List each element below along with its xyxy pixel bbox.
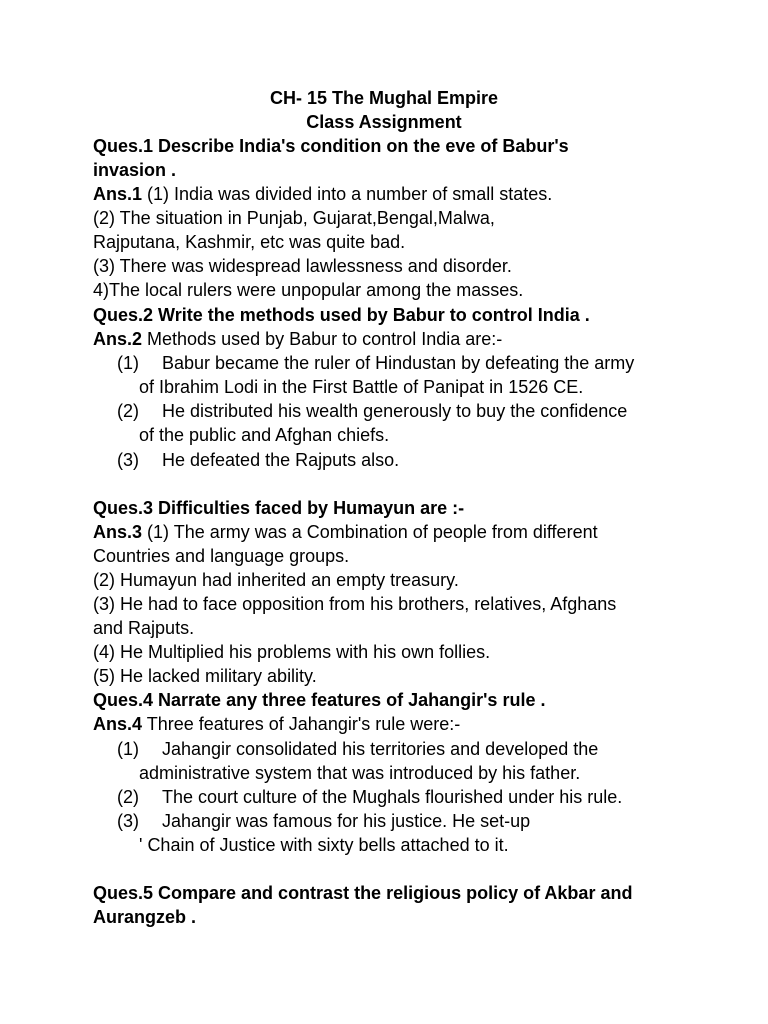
answer-1-text: (1) India was divided into a number of small states. — [142, 184, 553, 204]
answer-2-item-3-number: (3) — [117, 450, 139, 470]
answer-2-item-1-line-1: Babur became the ruler of Hindustan by defeating the army — [162, 353, 635, 373]
answer-3-line-7: (5) He lacked military ability. — [93, 666, 317, 686]
answer-2-item-2-line-1: He distributed his wealth generously to buy the confidence — [162, 401, 628, 421]
answer-2-item-2-number: (2) — [117, 401, 139, 421]
answer-3-line-6: (4) He Multiplied his problems with his own follies. — [93, 642, 491, 662]
assignment-subtitle: Class Assignment — [306, 112, 462, 132]
answer-4-intro — [93, 712, 460, 736]
answer-1-line-3: Rajputana, Kashmir, etc was quite bad. — [93, 232, 406, 252]
answer-3-label: Ans.3 — [93, 522, 143, 542]
answer-2-label: Ans.2 — [93, 329, 143, 349]
answer-4-intro-text: Three features of Jahangir's rule were:- — [142, 714, 461, 734]
answer-2-item-3-line-1: He defeated the Rajputs also. — [162, 450, 400, 470]
answer-2-intro — [93, 327, 502, 351]
question-3: Ques.3 Difficulties faced by Humayun are :- — [93, 498, 465, 518]
answer-2-item-2-line-2: of the public and Afghan chiefs. — [139, 425, 390, 445]
answer-2-item-1-number: (1) — [117, 353, 139, 373]
answer-3-line-4: (3) He had to face opposition from his brothers, relatives, Afghans — [93, 594, 617, 614]
answer-1-line-2: (2) The situation in Punjab, Gujarat,Bengal,Malwa, — [93, 208, 495, 228]
answer-3-line-1 — [93, 520, 598, 544]
answer-2-intro-text: Methods used by Babur to control India are:- — [142, 329, 503, 349]
question-1-line-1: Ques.1 Describe India's condition on the eve of Babur's — [93, 136, 569, 156]
answer-1-line-4: (3) There was widespread lawlessness and disorder. — [93, 256, 512, 276]
answer-3-line-5: and Rajputs. — [93, 618, 195, 638]
question-5-line-2: Aurangzeb . — [93, 907, 197, 927]
answer-4-item-3-line-2: ' Chain of Justice with sixty bells attached to it. — [139, 835, 509, 855]
answer-4-item-2-number: (2) — [117, 787, 139, 807]
answer-4-label: Ans.4 — [93, 714, 143, 734]
answer-3-line-2: Countries and language groups. — [93, 546, 350, 566]
chapter-title: CH- 15 The Mughal Empire — [269, 88, 499, 108]
answer-1-label: Ans.1 — [93, 184, 143, 204]
question-5-line-1: Ques.5 Compare and contrast the religious policy of Akbar and — [93, 883, 633, 903]
answer-3-line-3: (2) Humayun had inherited an empty treasury. — [93, 570, 459, 590]
answer-2-item-1-line-2: of Ibrahim Lodi in the First Battle of Panipat in 1526 CE. — [139, 377, 584, 397]
answer-4-item-3-number: (3) — [117, 811, 139, 831]
answer-4-item-1-number: (1) — [117, 739, 139, 759]
question-4: Ques.4 Narrate any three features of Jahangir's rule . — [93, 690, 546, 710]
question-1-line-2: invasion . — [93, 160, 177, 180]
answer-4-item-1-line-1: Jahangir consolidated his territories and developed the — [162, 739, 599, 759]
answer-3-text: (1) The army was a Combination of people from different — [142, 522, 598, 542]
question-2: Ques.2 Write the methods used by Babur to control India . — [93, 305, 590, 325]
answer-1-line-1 — [93, 182, 552, 206]
answer-4-item-1-line-2: administrative system that was introduced by his father. — [139, 763, 581, 783]
answer-1-line-5: 4)The local rulers were unpopular among the masses. — [93, 280, 524, 300]
answer-4-item-3-line-1: Jahangir was famous for his justice. He set-up — [162, 811, 531, 831]
answer-4-item-2-line-1: The court culture of the Mughals flourished under his rule. — [162, 787, 623, 807]
